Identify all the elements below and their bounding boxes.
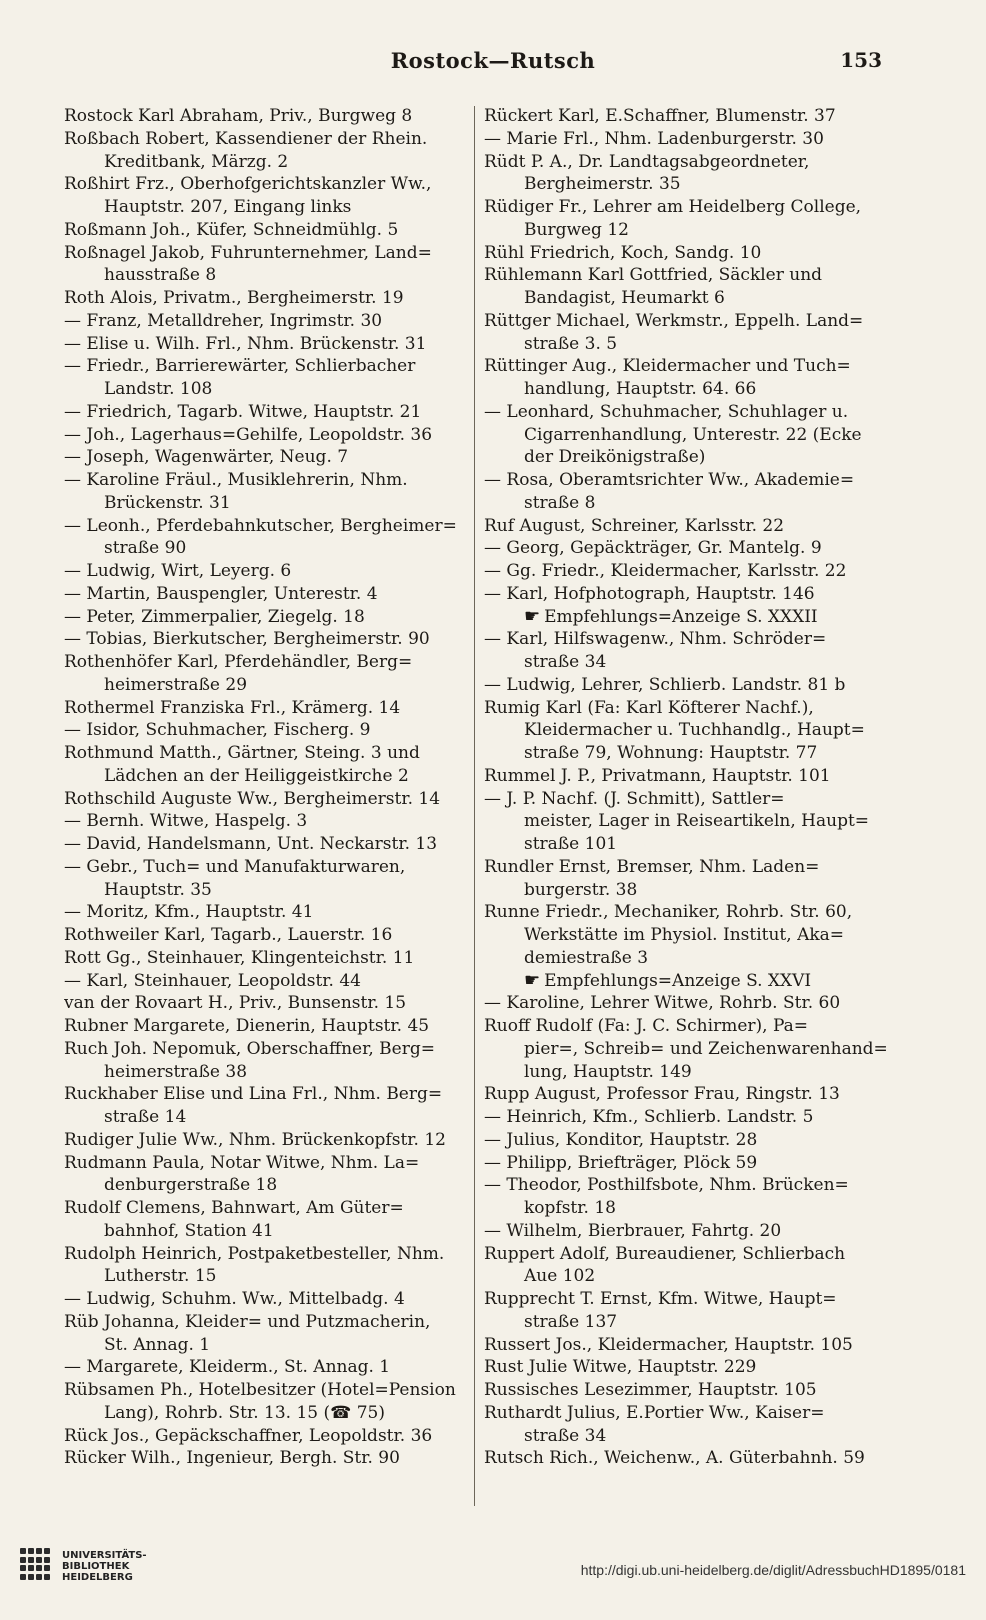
directory-line-text: Kleidermacher u. Tuchhandlg., Haupt= — [524, 720, 865, 741]
directory-line — [484, 1243, 889, 1266]
directory-line-text: — Bernh. Witwe, Haspelg. 3 — [64, 811, 308, 832]
directory-line-text: Roßnagel Jakob, Fuhrunternehmer, Land= — [64, 242, 432, 263]
directory-line — [484, 1379, 889, 1402]
directory-line-text: Rupp August, Professor Frau, Ringstr. 13 — [484, 1084, 840, 1105]
directory-line-text: Rüttger Michael, Werkmstr., Eppelh. Land= — [484, 310, 864, 331]
directory-line-text: Brückenstr. 31 — [104, 492, 231, 513]
directory-line — [484, 173, 889, 196]
directory-line-text: — Moritz, Kfm., Hauptstr. 41 — [64, 902, 314, 923]
directory-line-text: Kreditbank, Märzg. 2 — [104, 151, 289, 172]
directory-line-text: Ruf August, Schreiner, Karlsstr. 22 — [484, 515, 785, 536]
directory-line-text: straße 8 — [524, 492, 596, 513]
directory-line — [64, 446, 469, 469]
directory-line — [484, 469, 889, 492]
directory-line — [64, 901, 469, 924]
directory-line-text: — J. P. Nachf. (J. Schmitt), Sattler= — [484, 788, 785, 809]
directory-line-text: — Gebr., Tuch= und Manufakturwaren, — [64, 856, 406, 877]
directory-line — [484, 606, 889, 629]
directory-line — [64, 196, 469, 219]
directory-line-text: — Philipp, Briefträger, Plöck 59 — [484, 1152, 758, 1173]
directory-line — [484, 128, 889, 151]
directory-line-text: — Julius, Konditor, Hauptstr. 28 — [484, 1129, 758, 1150]
directory-line — [64, 628, 469, 651]
directory-line — [64, 355, 469, 378]
directory-line-text: — David, Handelsmann, Unt. Neckarstr. 13 — [64, 834, 438, 854]
directory-line — [484, 856, 889, 879]
directory-line — [484, 401, 889, 424]
directory-line — [64, 515, 469, 538]
directory-line — [64, 947, 469, 970]
directory-line — [484, 151, 889, 174]
directory-line-text: — Ludwig, Wirt, Leyerg. 6 — [64, 561, 292, 581]
directory-line-text: Roßbach Robert, Kassendiener der Rhein. — [64, 128, 428, 149]
directory-line-text: Aue 102 — [524, 1266, 596, 1287]
directory-line — [64, 173, 469, 196]
directory-line — [484, 1425, 889, 1448]
directory-line — [484, 879, 889, 902]
directory-line — [484, 515, 889, 538]
directory-line-text: Lädchen an der Heiliggeistkirche 2 — [104, 765, 409, 786]
directory-line-text: straße 34 — [524, 1425, 607, 1446]
directory-line-text: demiestraße 3 — [524, 947, 649, 968]
directory-line — [484, 1174, 889, 1197]
directory-line-text: Rudolph Heinrich, Postpaketbesteller, Nhm. — [64, 1243, 445, 1264]
directory-line-text: Rüttinger Aug., Kleidermacher und Tuch= — [484, 356, 851, 377]
directory-line — [64, 560, 469, 583]
directory-line-text: — Theodor, Posthilfsbote, Nhm. Brücken= — [484, 1175, 849, 1196]
directory-line — [64, 1334, 469, 1357]
source-url-link[interactable]: http://digi.ub.uni-heidelberg.de/diglit/AdressbuchHD1895/0181 — [580, 1562, 966, 1578]
directory-line — [484, 1356, 889, 1379]
directory-line-text: Russert Jos., Kleidermacher, Hauptstr. 105 — [484, 1334, 853, 1355]
directory-line — [484, 1311, 889, 1334]
directory-line-text: straße 3. 5 — [524, 333, 618, 354]
directory-line-text: — Elise u. Wilh. Frl., Nhm. Brückenstr. 31 — [64, 333, 427, 354]
directory-line-text: Bandagist, Heumarkt 6 — [524, 288, 725, 308]
directory-line — [64, 1425, 469, 1448]
directory-line — [484, 1038, 889, 1061]
directory-line-text: Rothschild Auguste Ww., Bergheimerstr. 14 — [64, 788, 441, 809]
directory-line-text: Rumig Karl (Fa: Karl Köfterer Nachf.), — [484, 697, 814, 718]
directory-line-text: Empfehlungs=Anzeige S. XXXII — [544, 606, 818, 627]
directory-line — [64, 378, 469, 401]
directory-line-text: Rupprecht T. Ernst, Kfm. Witwe, Haupt= — [484, 1289, 837, 1309]
directory-line — [484, 1220, 889, 1243]
directory-line-text: — Ludwig, Schuhm. Ww., Mittelbadg. 4 — [64, 1289, 405, 1309]
directory-line-text: Ruthardt Julius, E.Portier Ww., Kaiser= — [484, 1402, 825, 1423]
directory-line-text: Roßmann Joh., Küfer, Schneidmühlg. 5 — [64, 219, 399, 240]
directory-line — [484, 446, 889, 469]
library-logo-icon — [20, 1548, 52, 1580]
page-footer — [0, 1540, 986, 1620]
directory-line-text: Rühl Friedrich, Koch, Sandg. 10 — [484, 242, 762, 263]
directory-line — [64, 469, 469, 492]
directory-line — [484, 1152, 889, 1175]
directory-line-text: — Karl, Hofphotograph, Hauptstr. 146 — [484, 583, 815, 604]
directory-line-text: — Peter, Zimmerpalier, Ziegelg. 18 — [64, 606, 365, 627]
directory-line-text: Rott Gg., Steinhauer, Klingenteichstr. 11 — [64, 947, 415, 968]
directory-line — [484, 1334, 889, 1357]
directory-line — [484, 287, 889, 310]
directory-line-text: Runne Friedr., Mechaniker, Rohrb. Str. 60, — [484, 902, 853, 923]
directory-line-text: Rundler Ernst, Bremser, Nhm. Laden= — [484, 856, 820, 877]
directory-line — [64, 310, 469, 333]
directory-line — [484, 1061, 889, 1084]
directory-line-text: Rück Jos., Gepäckschaffner, Leopoldstr. 36 — [64, 1425, 433, 1446]
directory-line-text: Ruch Joh. Nepomuk, Oberschaffner, Berg= — [64, 1038, 435, 1059]
right-column — [484, 105, 889, 1470]
directory-line-text: — Karoline, Lehrer Witwe, Rohrb. Str. 60 — [484, 993, 841, 1014]
directory-line-text: meister, Lager in Reiseartikeln, Haupt= — [524, 811, 870, 832]
directory-line-text: Rust Julie Witwe, Hauptstr. 229 — [484, 1357, 757, 1378]
directory-line — [484, 833, 889, 856]
pointing-hand-icon: ☛ — [524, 605, 541, 627]
directory-line — [484, 264, 889, 287]
directory-line — [484, 1447, 889, 1470]
directory-line-text: straße 14 — [104, 1107, 187, 1127]
directory-line-text: Rüdiger Fr., Lehrer am Heidelberg College, — [484, 197, 862, 217]
column-divider — [474, 106, 475, 1506]
directory-line — [484, 537, 889, 560]
directory-line — [64, 833, 469, 856]
directory-line-text: — Karl, Hilfswagenw., Nhm. Schröder= — [484, 629, 827, 650]
directory-line — [64, 1129, 469, 1152]
directory-line — [484, 219, 889, 242]
directory-line — [64, 1061, 469, 1084]
directory-line-text: Rutsch Rich., Weichenw., A. Güterbahnh. 59 — [484, 1448, 865, 1469]
directory-line — [484, 355, 889, 378]
directory-line — [64, 492, 469, 515]
directory-line — [64, 719, 469, 742]
directory-line-text: heimerstraße 29 — [104, 674, 248, 695]
directory-line — [64, 128, 469, 151]
directory-line — [484, 719, 889, 742]
directory-line-text: Rübsamen Ph., Hotelbesitzer (Hotel=Pension — [64, 1380, 456, 1400]
directory-line — [484, 1197, 889, 1220]
directory-line-text: kopfstr. 18 — [524, 1198, 616, 1218]
directory-line — [64, 242, 469, 265]
directory-line-text: Burgweg 12 — [524, 219, 629, 240]
directory-line — [484, 810, 889, 833]
directory-line — [64, 856, 469, 879]
directory-line — [64, 401, 469, 424]
directory-line-text: van der Rovaart H., Priv., Bunsenstr. 15 — [64, 993, 407, 1014]
directory-line-text: straße 90 — [104, 538, 187, 559]
directory-line — [484, 992, 889, 1015]
directory-line — [64, 264, 469, 287]
page-number: 153 — [840, 48, 882, 72]
directory-line-text: Rücker Wilh., Ingenieur, Bergh. Str. 90 — [64, 1448, 400, 1469]
directory-line-text: — Ludwig, Lehrer, Schlierb. Landstr. 81 b — [484, 674, 846, 695]
directory-line-text: Rothenhöfer Karl, Pferdehändler, Berg= — [64, 652, 413, 672]
directory-line-text: Landstr. 108 — [104, 379, 213, 399]
directory-line-text: pier=, Schreib= und Zeichenwarenhand= — [524, 1038, 888, 1059]
directory-line — [64, 1015, 469, 1038]
directory-line-text: Hauptstr. 35 — [104, 879, 212, 900]
directory-line — [64, 606, 469, 629]
directory-line-text: — Leonh., Pferdebahnkutscher, Bergheimer= — [64, 515, 457, 536]
directory-line — [484, 560, 889, 583]
directory-line-text: Rudiger Julie Ww., Nhm. Brückenkopfstr. 12 — [64, 1129, 446, 1150]
pointing-hand-icon: ☛ — [524, 969, 541, 991]
directory-line-text: — Martin, Bauspengler, Unterestr. 4 — [64, 583, 378, 604]
directory-line-text: — Gg. Friedr., Kleidermacher, Karlsstr. 22 — [484, 561, 847, 581]
directory-line-text: Werkstätte im Physiol. Institut, Aka= — [524, 925, 845, 945]
directory-line-text: Rubner Margarete, Dienerin, Hauptstr. 45 — [64, 1016, 430, 1036]
directory-line — [64, 537, 469, 560]
directory-line — [64, 1083, 469, 1106]
directory-line-text: Rummel J. P., Privatmann, Hauptstr. 101 — [484, 765, 831, 786]
directory-line — [64, 970, 469, 993]
directory-line-text: Bergheimerstr. 35 — [524, 174, 681, 195]
directory-line-text: Ruppert Adolf, Bureaudiener, Schlierbach — [484, 1243, 846, 1264]
directory-line-text: — Isidor, Schuhmacher, Fischerg. 9 — [64, 720, 371, 741]
directory-line — [484, 492, 889, 515]
directory-line — [484, 674, 889, 697]
directory-line — [484, 947, 889, 970]
directory-line-text: Rudolf Clemens, Bahnwart, Am Güter= — [64, 1198, 404, 1218]
directory-line — [64, 1197, 469, 1220]
directory-line — [484, 242, 889, 265]
directory-line — [484, 333, 889, 356]
directory-line-text: — Rosa, Oberamtsrichter Ww., Akademie= — [484, 470, 855, 490]
directory-line — [64, 651, 469, 674]
directory-line — [484, 788, 889, 811]
directory-line — [64, 674, 469, 697]
directory-line-text: handlung, Hauptstr. 64. 66 — [524, 379, 757, 399]
directory-line — [484, 1015, 889, 1038]
directory-line-text: Rostock Karl Abraham, Priv., Burgweg 8 — [64, 106, 413, 126]
directory-line — [64, 879, 469, 902]
directory-line — [484, 651, 889, 674]
directory-line — [64, 219, 469, 242]
directory-line — [484, 378, 889, 401]
directory-line — [64, 788, 469, 811]
directory-line-text: Roßhirt Frz., Oberhofgerichtskanzler Ww., — [64, 174, 432, 195]
directory-line — [484, 1083, 889, 1106]
directory-line-text: Rüb Johanna, Kleider= und Putzmacherin, — [64, 1311, 431, 1332]
directory-line-text: lung, Hauptstr. 149 — [524, 1061, 692, 1082]
directory-line-text: straße 137 — [524, 1311, 618, 1332]
running-head: Rostock—Rutsch — [390, 48, 596, 73]
directory-line-text: — Karoline Fräul., Musiklehrerin, Nhm. — [64, 470, 408, 490]
directory-line-text: heimerstraße 38 — [104, 1061, 248, 1082]
directory-line — [64, 1152, 469, 1175]
directory-line — [64, 287, 469, 310]
directory-line-text: Rothmund Matth., Gärtner, Steing. 3 und — [64, 743, 420, 763]
directory-line-text: — Friedrich, Tagarb. Witwe, Hauptstr. 21 — [64, 401, 422, 422]
directory-line-text: Ruckhaber Elise und Lina Frl., Nhm. Berg= — [64, 1084, 443, 1105]
directory-line-text: Ruoff Rudolf (Fa: J. C. Schirmer), Pa= — [484, 1016, 808, 1036]
directory-line — [484, 1265, 889, 1288]
directory-line — [484, 742, 889, 765]
directory-line — [64, 697, 469, 720]
directory-line — [484, 628, 889, 651]
directory-line-text: Rudmann Paula, Notar Witwe, Nhm. La= — [64, 1152, 420, 1173]
directory-line-text: bahnhof, Station 41 — [104, 1220, 274, 1241]
directory-line — [484, 424, 889, 447]
directory-line-text: Lang), Rohrb. Str. 13. 15 (☎ 75) — [104, 1402, 385, 1423]
directory-line-text: Lutherstr. 15 — [104, 1266, 217, 1287]
directory-line-text: Cigarrenhandlung, Unterestr. 22 (Ecke — [524, 424, 862, 445]
directory-line — [64, 1402, 469, 1425]
directory-line-text: hausstraße 8 — [104, 265, 217, 286]
directory-line — [64, 992, 469, 1015]
directory-line — [64, 1174, 469, 1197]
directory-line — [484, 310, 889, 333]
directory-line — [64, 924, 469, 947]
directory-line — [64, 1288, 469, 1311]
directory-line — [484, 196, 889, 219]
directory-line — [484, 583, 889, 606]
directory-line — [64, 333, 469, 356]
directory-line — [64, 1379, 469, 1402]
directory-line-text: Roth Alois, Privatm., Bergheimerstr. 19 — [64, 288, 404, 308]
directory-line — [484, 1288, 889, 1311]
directory-line — [484, 697, 889, 720]
directory-line-text: der Dreikönigstraße) — [524, 447, 706, 468]
directory-line-text: St. Annag. 1 — [104, 1334, 211, 1355]
directory-line — [484, 924, 889, 947]
directory-line-text: — Franz, Metalldreher, Ingrimstr. 30 — [64, 310, 383, 331]
directory-line-text: — Joseph, Wagenwärter, Neug. 7 — [64, 447, 349, 468]
directory-line — [64, 1311, 469, 1334]
directory-line-text: — Wilhelm, Bierbrauer, Fahrtg. 20 — [484, 1220, 782, 1241]
directory-line-text: straße 101 — [524, 834, 618, 854]
directory-line-text: — Leonhard, Schuhmacher, Schuhlager u. — [484, 401, 849, 422]
directory-line-text: Rothermel Franziska Frl., Krämerg. 14 — [64, 697, 401, 718]
directory-line — [484, 901, 889, 924]
directory-line-text: — Karl, Steinhauer, Leopoldstr. 44 — [64, 970, 361, 991]
directory-line-text: straße 34 — [524, 652, 607, 672]
directory-line — [64, 1447, 469, 1470]
directory-line — [64, 105, 469, 128]
directory-line-text: Rückert Karl, E.Schaffner, Blumenstr. 37 — [484, 106, 836, 126]
directory-line — [484, 1129, 889, 1152]
directory-line — [484, 765, 889, 788]
directory-line-text: Rüdt P. A., Dr. Landtagsabgeordneter, — [484, 151, 810, 172]
directory-line — [64, 765, 469, 788]
directory-line-text: straße 79, Wohnung: Hauptstr. 77 — [524, 743, 818, 763]
left-column — [64, 105, 469, 1470]
directory-line — [64, 424, 469, 447]
directory-line-text: — Georg, Gepäckträger, Gr. Mantelg. 9 — [484, 538, 822, 559]
directory-line-text: — Marie Frl., Nhm. Ladenburgerstr. 30 — [484, 128, 824, 149]
directory-line — [484, 1106, 889, 1129]
directory-line — [64, 1243, 469, 1266]
directory-line-text: — Joh., Lagerhaus=Gehilfe, Leopoldstr. 36 — [64, 424, 433, 445]
directory-line — [64, 583, 469, 606]
directory-line-text: Empfehlungs=Anzeige S. XXVI — [544, 970, 812, 991]
directory-line — [64, 1106, 469, 1129]
directory-line — [484, 970, 889, 993]
directory-line-text: Rothweiler Karl, Tagarb., Lauerstr. 16 — [64, 925, 393, 945]
directory-line — [64, 1220, 469, 1243]
directory-line-text: denburgerstraße 18 — [104, 1175, 278, 1196]
directory-line-text: — Heinrich, Kfm., Schlierb. Landstr. 5 — [484, 1107, 814, 1127]
directory-line-text: — Friedr., Barrierewärter, Schlierbacher — [64, 356, 416, 377]
directory-line — [64, 1265, 469, 1288]
directory-line-text: — Margarete, Kleiderm., St. Annag. 1 — [64, 1357, 391, 1378]
directory-line — [484, 1402, 889, 1425]
directory-line — [64, 742, 469, 765]
page-header — [0, 48, 986, 82]
directory-line-text: — Tobias, Bierkutscher, Bergheimerstr. 90 — [64, 629, 430, 650]
directory-line-text: burgerstr. 38 — [524, 879, 638, 900]
directory-line — [64, 810, 469, 833]
directory-line — [64, 151, 469, 174]
directory-line — [484, 105, 889, 128]
library-logo-text: UNIVERSITÄTS- BIBLIOTHEK HEIDELBERG — [62, 1550, 147, 1583]
directory-line-text: Russisches Lesezimmer, Hauptstr. 105 — [484, 1380, 817, 1400]
directory-line — [64, 1356, 469, 1379]
directory-line — [64, 1038, 469, 1061]
directory-line-text: Rühlemann Karl Gottfried, Säckler und — [484, 265, 823, 286]
directory-line-text: Hauptstr. 207, Eingang links — [104, 197, 352, 217]
